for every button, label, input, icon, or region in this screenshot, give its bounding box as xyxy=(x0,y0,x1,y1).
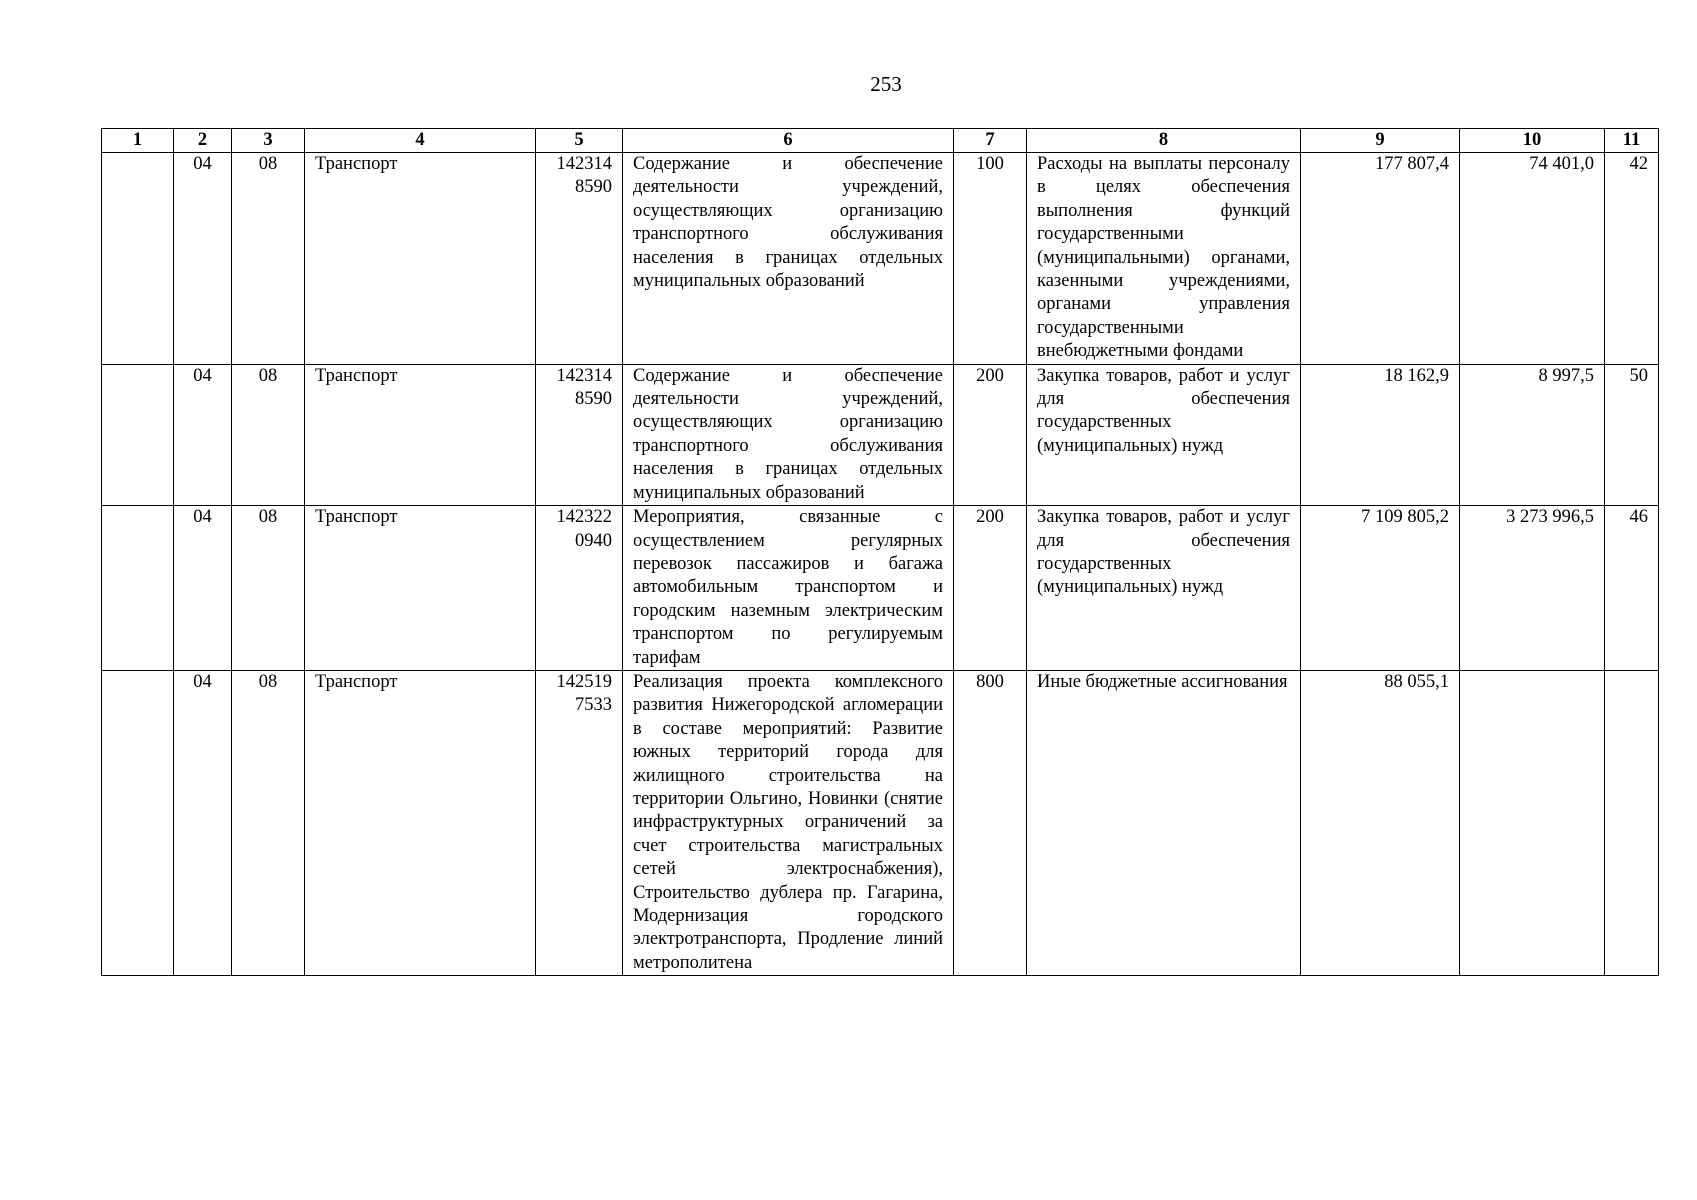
cell-col1 xyxy=(102,506,174,671)
header-row xyxy=(102,129,1659,153)
cell-section-name: Транспорт xyxy=(305,506,536,671)
cell-expense-code: 200 xyxy=(954,364,1027,505)
cell-amount-actual: 3 273 996,5 xyxy=(1460,506,1605,671)
cell-percent xyxy=(1605,670,1659,975)
cell-subsection: 08 xyxy=(232,670,305,975)
cell-amount-actual: 8 997,5 xyxy=(1460,364,1605,505)
cell-target-name: Содержание и обеспечение деятельности учреждений, осуществляющих организацию транспортного обслуживания населения в границах отдельных муниципальных образований xyxy=(623,364,954,505)
cell-target-name: Реализация проекта комплексного развития Нижегородской агломерации в составе мероприятий: Развитие южных территорий города для жилищного строительства на территории Ольгино, Новинки (снятие инфраструктурных ограничений за счет строительства магистральных сетей электроснабжения), Строительство дублера пр. Гагарина, Модернизация городского электротранспорта, Продление линий метрополитена xyxy=(623,670,954,975)
cell-col1 xyxy=(102,153,174,365)
cell-col1 xyxy=(102,364,174,505)
cell-expense-code: 200 xyxy=(954,506,1027,671)
cell-section: 04 xyxy=(174,364,232,505)
page-number: 253 xyxy=(870,72,902,96)
cell-section-name: Транспорт xyxy=(305,670,536,975)
cell-target-code: 142314 8590 xyxy=(536,153,623,365)
table-row xyxy=(102,506,1659,671)
cell-subsection: 08 xyxy=(232,506,305,671)
header-col-4: 4 xyxy=(305,129,536,153)
header-col-11: 11 xyxy=(1605,129,1659,153)
cell-amount-actual: 74 401,0 xyxy=(1460,153,1605,365)
table-row xyxy=(102,364,1659,505)
header-col-5: 5 xyxy=(536,129,623,153)
cell-section-name: Транспорт xyxy=(305,153,536,365)
cell-expense-name: Закупка товаров, работ и услуг для обеспечения государственных (муниципальных) нужд xyxy=(1027,506,1301,671)
header-col-7: 7 xyxy=(954,129,1027,153)
budget-table xyxy=(101,128,1659,976)
header-col-10: 10 xyxy=(1460,129,1605,153)
cell-amount-plan: 7 109 805,2 xyxy=(1301,506,1460,671)
cell-section: 04 xyxy=(174,670,232,975)
cell-section: 04 xyxy=(174,506,232,671)
cell-target-name: Мероприятия, связанные с осуществлением регулярных перевозок пассажиров и багажа автомобильным транспортом и городским наземным электрическим транспортом по регулируемым тарифам xyxy=(623,506,954,671)
header-col-8: 8 xyxy=(1027,129,1301,153)
cell-col1 xyxy=(102,670,174,975)
cell-expense-code: 100 xyxy=(954,153,1027,365)
cell-percent: 50 xyxy=(1605,364,1659,505)
cell-percent: 42 xyxy=(1605,153,1659,365)
cell-subsection: 08 xyxy=(232,153,305,365)
cell-expense-code: 800 xyxy=(954,670,1027,975)
table-row xyxy=(102,670,1659,975)
cell-target-code: 142322 0940 xyxy=(536,506,623,671)
cell-expense-name: Закупка товаров, работ и услуг для обеспечения государственных (муниципальных) нужд xyxy=(1027,364,1301,505)
cell-amount-plan: 177 807,4 xyxy=(1301,153,1460,365)
cell-target-code: 142314 8590 xyxy=(536,364,623,505)
cell-section-name: Транспорт xyxy=(305,364,536,505)
cell-amount-plan: 88 055,1 xyxy=(1301,670,1460,975)
cell-target-name: Содержание и обеспечение деятельности учреждений, осуществляющих организацию транспортного обслуживания населения в границах отдельных муниципальных образований xyxy=(623,153,954,365)
header-col-6: 6 xyxy=(623,129,954,153)
cell-expense-name: Иные бюджетные ассигнования xyxy=(1027,670,1301,975)
cell-expense-name: Расходы на выплаты персоналу в целях обеспечения выполнения функций государственными (муниципальными) органами, казенными учреждениями, органами управления государственными внебюджетными фондами xyxy=(1027,153,1301,365)
cell-target-code: 142519 7533 xyxy=(536,670,623,975)
cell-amount-actual xyxy=(1460,670,1605,975)
cell-amount-plan: 18 162,9 xyxy=(1301,364,1460,505)
table-row xyxy=(102,153,1659,365)
header-col-9: 9 xyxy=(1301,129,1460,153)
cell-percent: 46 xyxy=(1605,506,1659,671)
cell-subsection: 08 xyxy=(232,364,305,505)
header-col-3: 3 xyxy=(232,129,305,153)
header-col-1: 1 xyxy=(102,129,174,153)
cell-section: 04 xyxy=(174,153,232,365)
header-col-2: 2 xyxy=(174,129,232,153)
